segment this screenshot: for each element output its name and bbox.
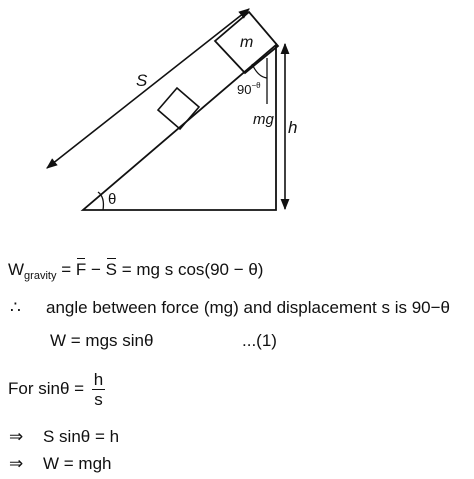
label-mg: mg — [253, 111, 274, 128]
equation-tag-1: ...(1) — [242, 331, 277, 350]
equation-work-mgs: W = mgs sinθ — [50, 331, 154, 350]
theta-angle-arc — [98, 192, 103, 210]
small-block — [158, 88, 199, 129]
equation-s-sin-theta: S sinθ = h — [43, 427, 120, 446]
implies-symbol-2: ⇒ — [9, 454, 24, 473]
incline-triangle — [83, 45, 276, 210]
equation-w-mgh: W = mgh — [43, 454, 112, 473]
fraction-h-over-s: $\frac{h}{s}$ — [93, 370, 104, 409]
label-theta: θ — [108, 191, 117, 208]
label-s: S — [136, 71, 148, 90]
inclined-plane-diagram — [0, 0, 474, 235]
displacement-arrow — [47, 9, 249, 168]
label-angle-complement: $90^{-\theta}$ — [237, 81, 261, 97]
implies-symbol-1: ⇒ — [9, 427, 24, 446]
label-h: h — [288, 118, 298, 137]
equation-work-gravity: $W_{gravity} = F - S$ = mg s cos(90 − θ) — [8, 260, 264, 282]
equation-angle-statement: angle between force (mg) and displacement s is 90−θ — [46, 298, 450, 317]
therefore-symbol: ∴ — [10, 298, 21, 317]
equation-sin-theta: For sinθ = $\frac{h}{s}$ — [8, 370, 104, 409]
label-m: m — [240, 34, 254, 51]
